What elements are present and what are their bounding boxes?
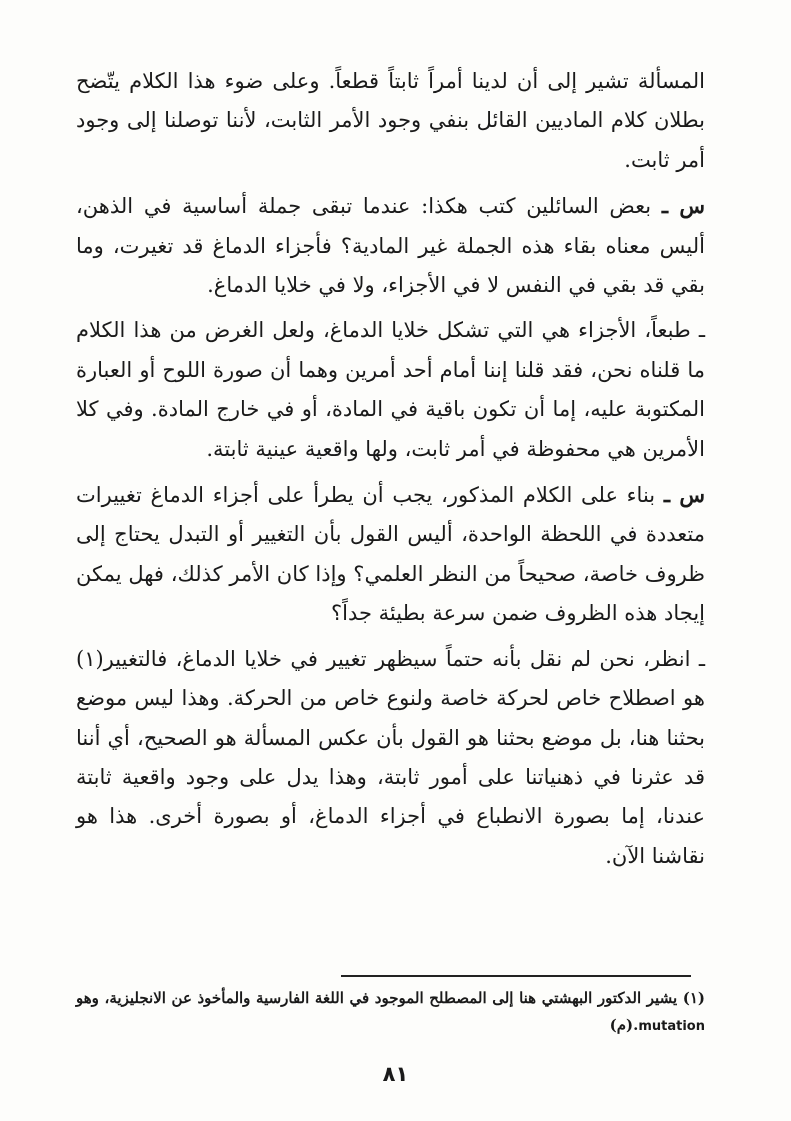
- paragraph-answer-2: [76, 640, 705, 876]
- text-line: وهذا يدل على وجود واقعية ثابتة عندنا، إما بصورة الانطباع في: [76, 764, 705, 829]
- paragraph-question-1: [76, 186, 705, 305]
- text-line: المسألة تشير إلى أن لدينا أمراً ثابتاً قطعاً. وعلى ضوء هذا الكلام: [129, 69, 705, 93]
- paragraph-answer-1: [76, 311, 705, 469]
- text-line: ـ طبعاً، الأجزاء هي التي تشكل خلايا الدماغ، ولعل الغرض: [204, 318, 705, 343]
- text-line: يتّضح بطلان كلام الماديين القائل بنفي وجود الأمر الثابت، لأننا: [76, 69, 705, 133]
- text-line: أجزاء الدماغ، أو بصورة أخرى. هذا هو نقاشنا الآن.: [76, 804, 705, 868]
- text-line: توصلنا إلى وجود أمر ثابت.: [76, 108, 705, 172]
- question-marker: س ـ: [663, 482, 705, 508]
- text-line: أو في خارج المادة. وفي كلا الأمرين هي محفوظة في أمر ثابت،: [76, 397, 705, 461]
- text-line: تغيرت، وما بقي قد بقي في النفس لا في الأجزاء، ولا في خلايا: [76, 233, 705, 298]
- text-line: المسألة هو الصحيح، أي أننا قد عثرنا في ذهنياتنا على أمور ثابتة،: [76, 725, 705, 789]
- paragraph-1: [76, 62, 705, 180]
- page-number: ٨١: [382, 1062, 409, 1086]
- text-line: بعض السائلين كتب هكذا: عندما تبقى جملة أساسية في: [143, 194, 652, 219]
- text-line: من هذا الكلام ما قلناه نحن، فقد قلنا إننا أمام أحد أمرين وهما أن: [76, 318, 705, 382]
- text-line: فالتغيير(١) هو اصطلاح خاص لحركة خاصة ولنوع خاص من الحركة.: [76, 646, 705, 711]
- footnote-term: mutation: [638, 1019, 705, 1034]
- text-line: الدماغ تغييرات متعددة في اللحظة الواحدة، أليس القول بأن التغيير أو: [76, 483, 705, 547]
- text-line: الذهن، أليس معناه بقاء هذه الجملة غير المادية؟ فأجزاء الدماغ قد: [76, 194, 705, 258]
- footnote: [76, 985, 705, 1040]
- footnote-line-suffix: .(م): [609, 1016, 639, 1034]
- footnote-separator: [341, 975, 691, 977]
- text-line: الدماغ.: [207, 273, 268, 298]
- question-marker: س ـ: [661, 193, 705, 219]
- text-line: التبدل يحتاج إلى ظروف خاصة، صحيحاً من النظر العلمي؟ وإذا كان: [76, 522, 705, 586]
- text-line: صورة اللوح أو العبارة المكتوبة عليه، إما أن تكون باقية في المادة،: [76, 357, 705, 422]
- text-line: ولها واقعية عينية ثابتة.: [206, 436, 398, 461]
- footnote-line-prefix: الانجليزية، وهو: [76, 989, 166, 1007]
- footnote-line: (١) يشير الدكتور البهشتي هنا إلى المصطلح الموجود في اللغة الفارسية والمأخوذ عن: [171, 989, 705, 1007]
- paragraph-question-2: [76, 475, 705, 634]
- text-line: الأمر كذلك، فهل يمكن إيجاد هذه الظروف ضمن سرعة بطيئة جداً؟: [76, 561, 705, 626]
- text-line: ـ انظر، نحن لم نقل بأنه حتماً سيظهر تغيير في خلايا الدماغ،: [175, 646, 705, 671]
- text-line: بناء على الكلام المذكور، يجب أن يطرأ على أجزاء: [212, 483, 656, 508]
- text-line: وهذا ليس موضع بحثنا هنا، بل موضع بحثنا هو القول بأن عكس: [76, 686, 705, 750]
